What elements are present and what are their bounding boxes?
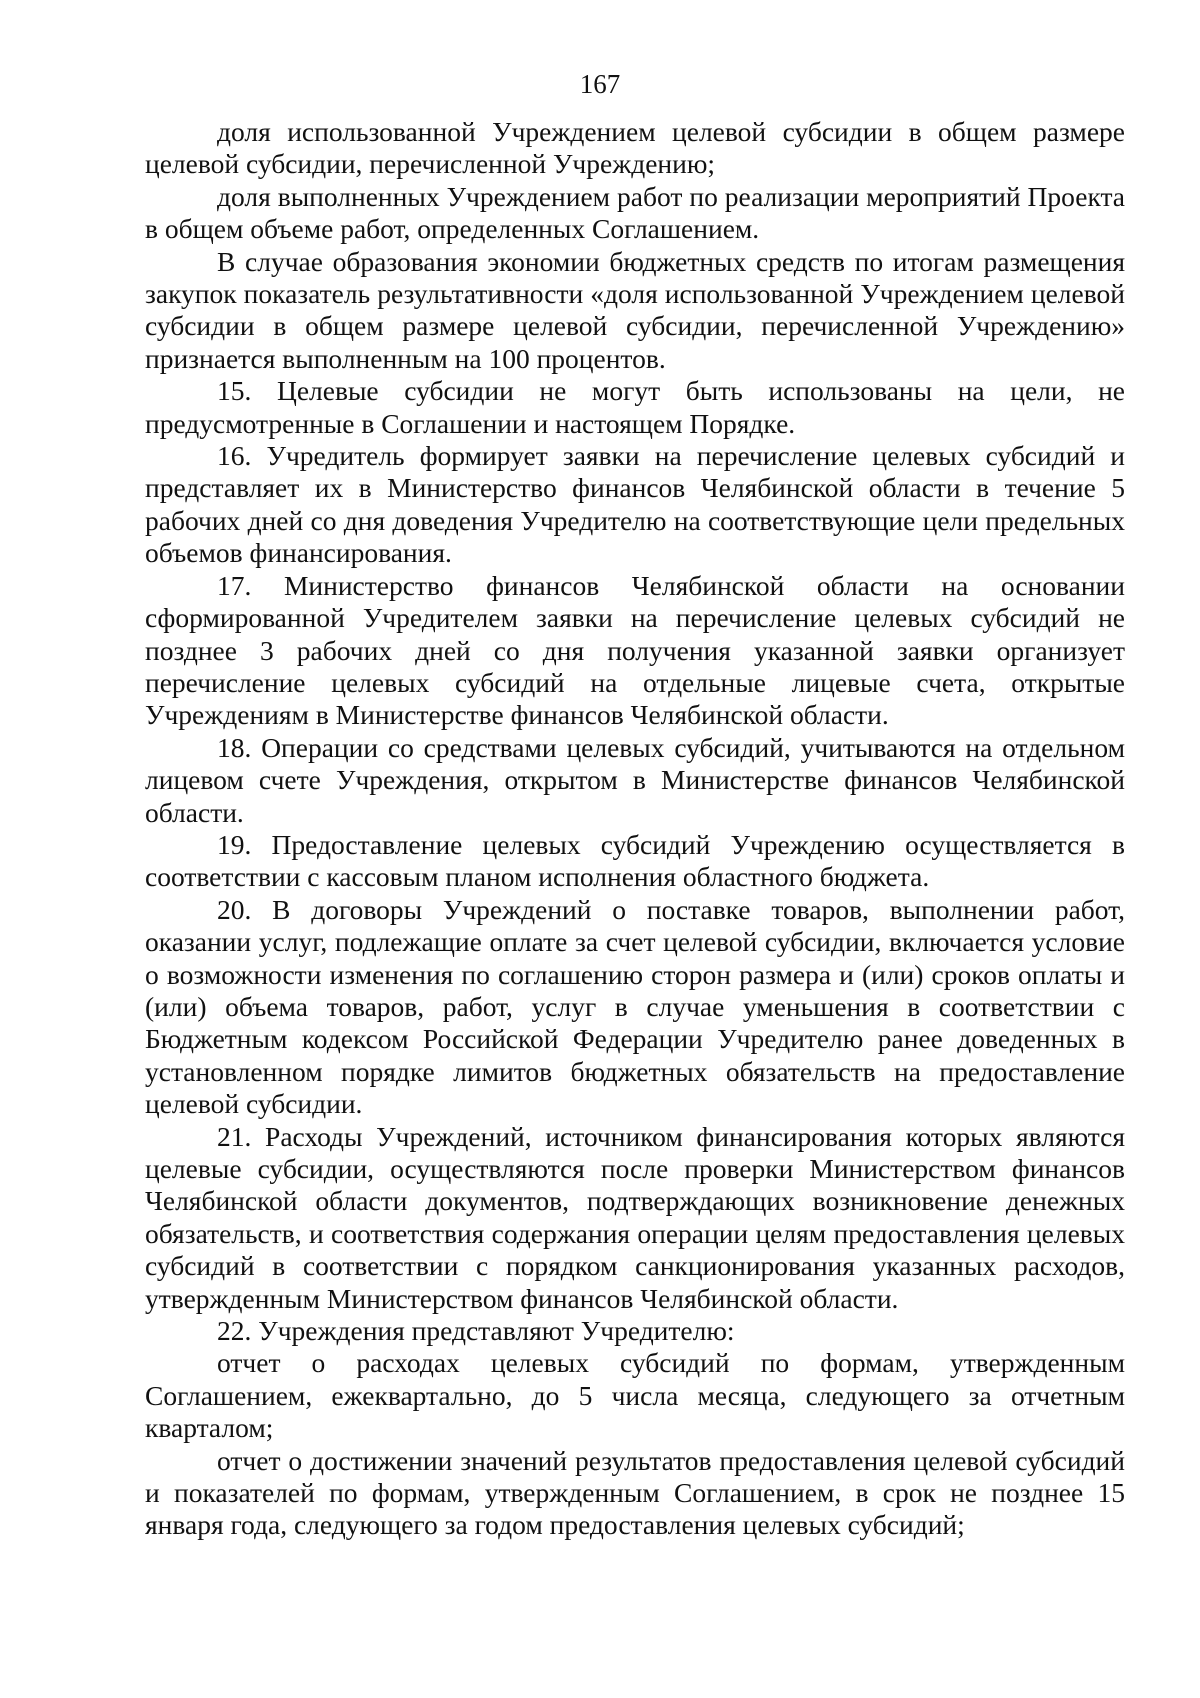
paragraph: 20. В договоры Учреждений о поставке товаров, выполнении работ, оказании услуг, подлежащие оплате за счет целевой субсидии, включается условие о возможности изменения по соглашению сторон размера и (или) сроков оплаты и (или) объема товаров, работ, услуг в случае уменьшения в соответствии с Бюджетным кодексом Российской Федерации Учредителю ранее доведенных в установленном порядке лимитов бюджетных обязательств на предоставление целевой субсидии.	[145, 893, 1125, 1120]
paragraph: 19. Предоставление целевых субсидий Учреждению осуществляется в соответствии с кассовым планом исполнения областного бюджета.	[145, 828, 1125, 893]
paragraph: отчет о расходах целевых субсидий по формам, утвержденным Соглашением, ежеквартально, до 5 числа месяца, следующего за отчетным кварталом;	[145, 1347, 1125, 1444]
paragraph: 22. Учреждения представляют Учредителю:	[217, 1315, 735, 1347]
paragraph: 17. Министерство финансов Челябинской области на основании сформированной Учредителем заявки на перечисление целевых субсидий не позднее 3 рабочих дней со дня получения указанной заявки организует перечисление целевых субсидий на отдельные лицевые счета, открытые Учреждениям в Министерстве финансов Челябинской области.	[145, 569, 1125, 731]
paragraph: 21. Расходы Учреждений, источником финансирования которых являются целевые субсидии, осуществляются после проверки Министерством финансов Челябинской области документов, подтверждающих возникновение денежных обязательств, и соответствия содержания операции целям предоставления целевых субсидий в соответствии с порядком санкционирования указанных расходов, утвержденным Министерством финансов Челябинской области.	[145, 1120, 1125, 1314]
paragraph: 18. Операции со средствами целевых субсидий, учитываются на отдельном лицевом счете Учреждения, открытом в Министерстве финансов Челябинской области.	[145, 731, 1125, 828]
paragraph: В случае образования экономии бюджетных средств по итогам размещения закупок показатель результативности «доля использованной Учреждением целевой субсидии в общем размере целевой субсидии, перечисленной Учреждению» признается выполненным на 100 процентов.	[145, 245, 1125, 374]
paragraph: 16. Учредитель формирует заявки на перечисление целевых субсидий и представляет их в Министерство финансов Челябинской области в течение 5 рабочих дней со дня доведения Учредителю на соответствующие цели предельных объемов финансирования.	[145, 440, 1125, 569]
paragraph: отчет о достижении значений результатов предоставления целевой субсидий и показателей по формам, утвержденным Соглашением, в срок не позднее 15 января года, следующего за годом предоставления целевых субсидий;	[145, 1444, 1125, 1541]
paragraph: доля использованной Учреждением целевой субсидии в общем размере целевой субсидии, перечисленной Учреждению;	[145, 116, 1125, 180]
page-number: 167	[579, 69, 621, 99]
paragraph: доля выполненных Учреждением работ по реализации мероприятий Проекта в общем объеме работ, определенных Соглашением.	[145, 180, 1125, 245]
paragraph: 15. Целевые субсидии не могут быть использованы на цели, не предусмотренные в Соглашении и настоящем Порядке.	[145, 375, 1125, 439]
document-body	[145, 116, 1125, 1542]
